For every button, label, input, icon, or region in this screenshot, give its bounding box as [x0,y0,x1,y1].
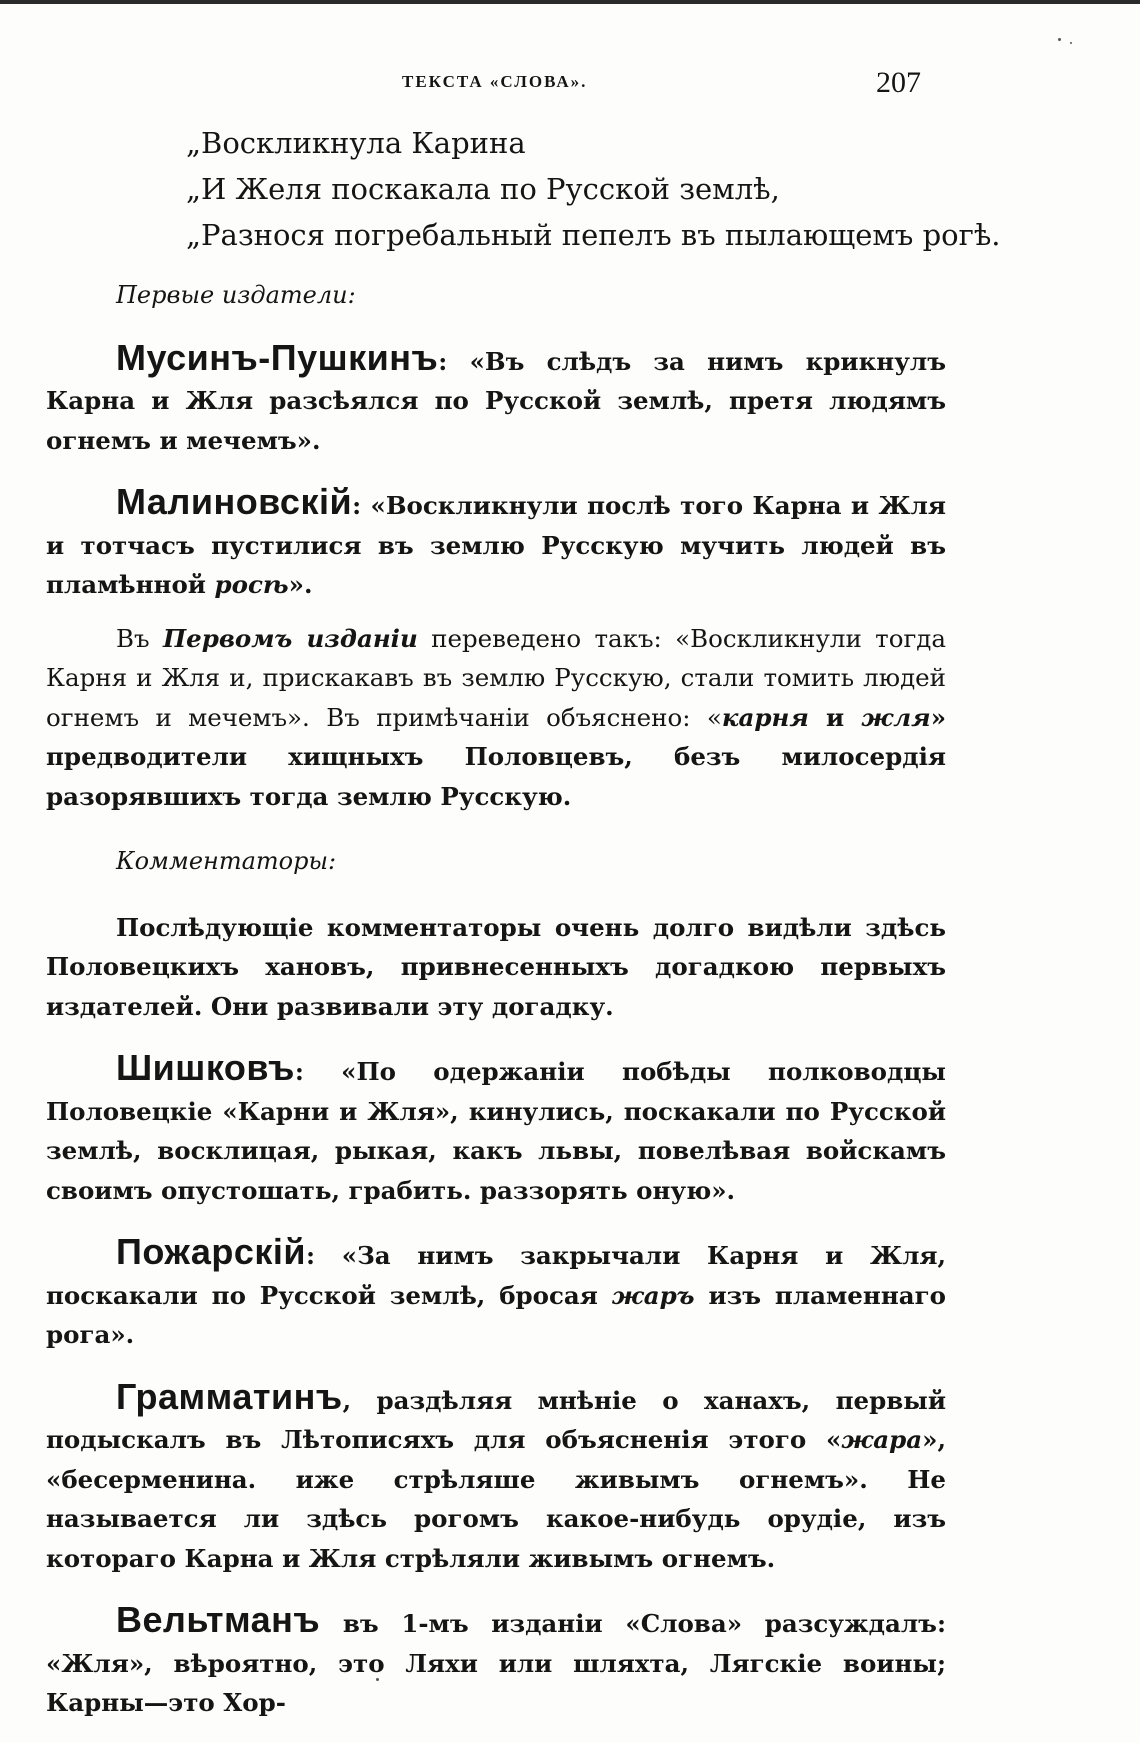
paragraph-text: » предводители хищныхъ Половцевъ, безъ милосердія разорявшихъ тогда землю Русскую. [46,702,946,811]
entry-shishkov [46,1048,946,1210]
entry-text: : «По одержаніи побѣды полководцы Половецкіе «Карни и Жля», кинулись, поскакали по Русской землѣ, восклицая, рыкая, какъ львы, повелѣвая войскамъ своимъ опустошать, грабить. раззорять оную». [46,1057,946,1205]
author-name: Мусинъ-Пушкинъ [116,336,439,378]
italic-term: жара [841,1425,923,1454]
author-name: Грамматинъ [116,1375,343,1417]
italic-term: карня [721,702,809,732]
italic-term: жля [861,702,931,732]
first-edition-paragraph [46,619,946,817]
entry-text: : «Воскликнули послѣ того Карна и Жля и тотчасъ пустилися въ землю Русскую мучить людей въ пламѣнной [46,491,946,599]
entry-text: изъ пламеннаго рога». [46,1280,946,1349]
italic-term: жаръ [611,1280,695,1310]
italic-term: Первомъ изданіи [162,623,418,653]
entry-pozharsky [46,1232,946,1355]
entry-grammatin [46,1377,946,1579]
entry-musin-pushkin [46,338,946,461]
commentators-paragraph: Послѣдующіе комментаторы очень долго видѣли здѣсь Половецкихъ хановъ, привнесенныхъ догадкою первыхъ издателей. Они развивали эту догадку. [46,912,946,1021]
entry-text: ». [288,570,313,599]
entry-veltman [46,1600,946,1723]
running-head: ТЕКСТА «СЛОВА». [402,72,588,91]
paragraph-text: Въ [116,623,163,653]
verse-line-3: „Разнося погребальный пепелъ въ пылающемъ рогѣ. [186,218,1001,252]
author-name: Малиновскій [116,481,353,522]
first-editors-label: Первые издатели: [116,281,356,309]
ink-speck [1058,38,1061,41]
entry-text: : «Въ слѣдъ за нимъ крикнулъ Карна и Жля разсѣялся по Русской землѣ, претя людямъ огнемъ и мечемъ». [46,346,946,455]
paragraph-text: переведено такъ: «Воскликнули тогда Карня и Жля и, прискакавъ въ землю Русскую, стали томить людей огнемъ и мечемъ». Въ примѣчаніи объяснено: « [46,623,946,732]
author-name: Пожарскій [116,1231,307,1272]
page-header [0,66,1140,106]
author-name: Шишковъ [116,1047,295,1088]
ink-speck [1070,42,1072,44]
entry-text: въ 1-мъ изданіи «Слова» разсуждалъ: «Жля», вѣроятно, это Ляхи или шляхта, Лягскіе воины; Карны—это Хор- [46,1609,946,1717]
entry-text: », «бесерменина. иже стрѣляше живымъ огнемъ». Не называется ли здѣсь рогомъ какое-нибудь орудіе, изъ котораго Карна и Жля стрѣляли живымъ огнемъ. [46,1425,946,1573]
author-name: Вельтманъ [116,1599,321,1640]
paragraph-text: и [808,702,862,732]
entry-text: , раздѣляя мнѣніе о ханахъ, первый подыскалъ въ Лѣтописяхъ для объясненія этого « [46,1385,946,1454]
page-number: 207 [876,66,921,99]
entry-malinovsky [46,482,946,605]
commentators-label: Комментаторы: [116,847,337,875]
top-border-line [0,0,1140,4]
entry-text: : «За нимъ закрычали Карня и Жля, поскакали по Русской землѣ, бросая [46,1241,946,1310]
italic-term: росѣ [214,570,289,599]
verse-line-1: „Воскликнула Карина [186,126,526,160]
page-body [46,120,1001,1723]
verse-line-2: „И Желя поскакала по Русской землѣ, [186,172,780,206]
